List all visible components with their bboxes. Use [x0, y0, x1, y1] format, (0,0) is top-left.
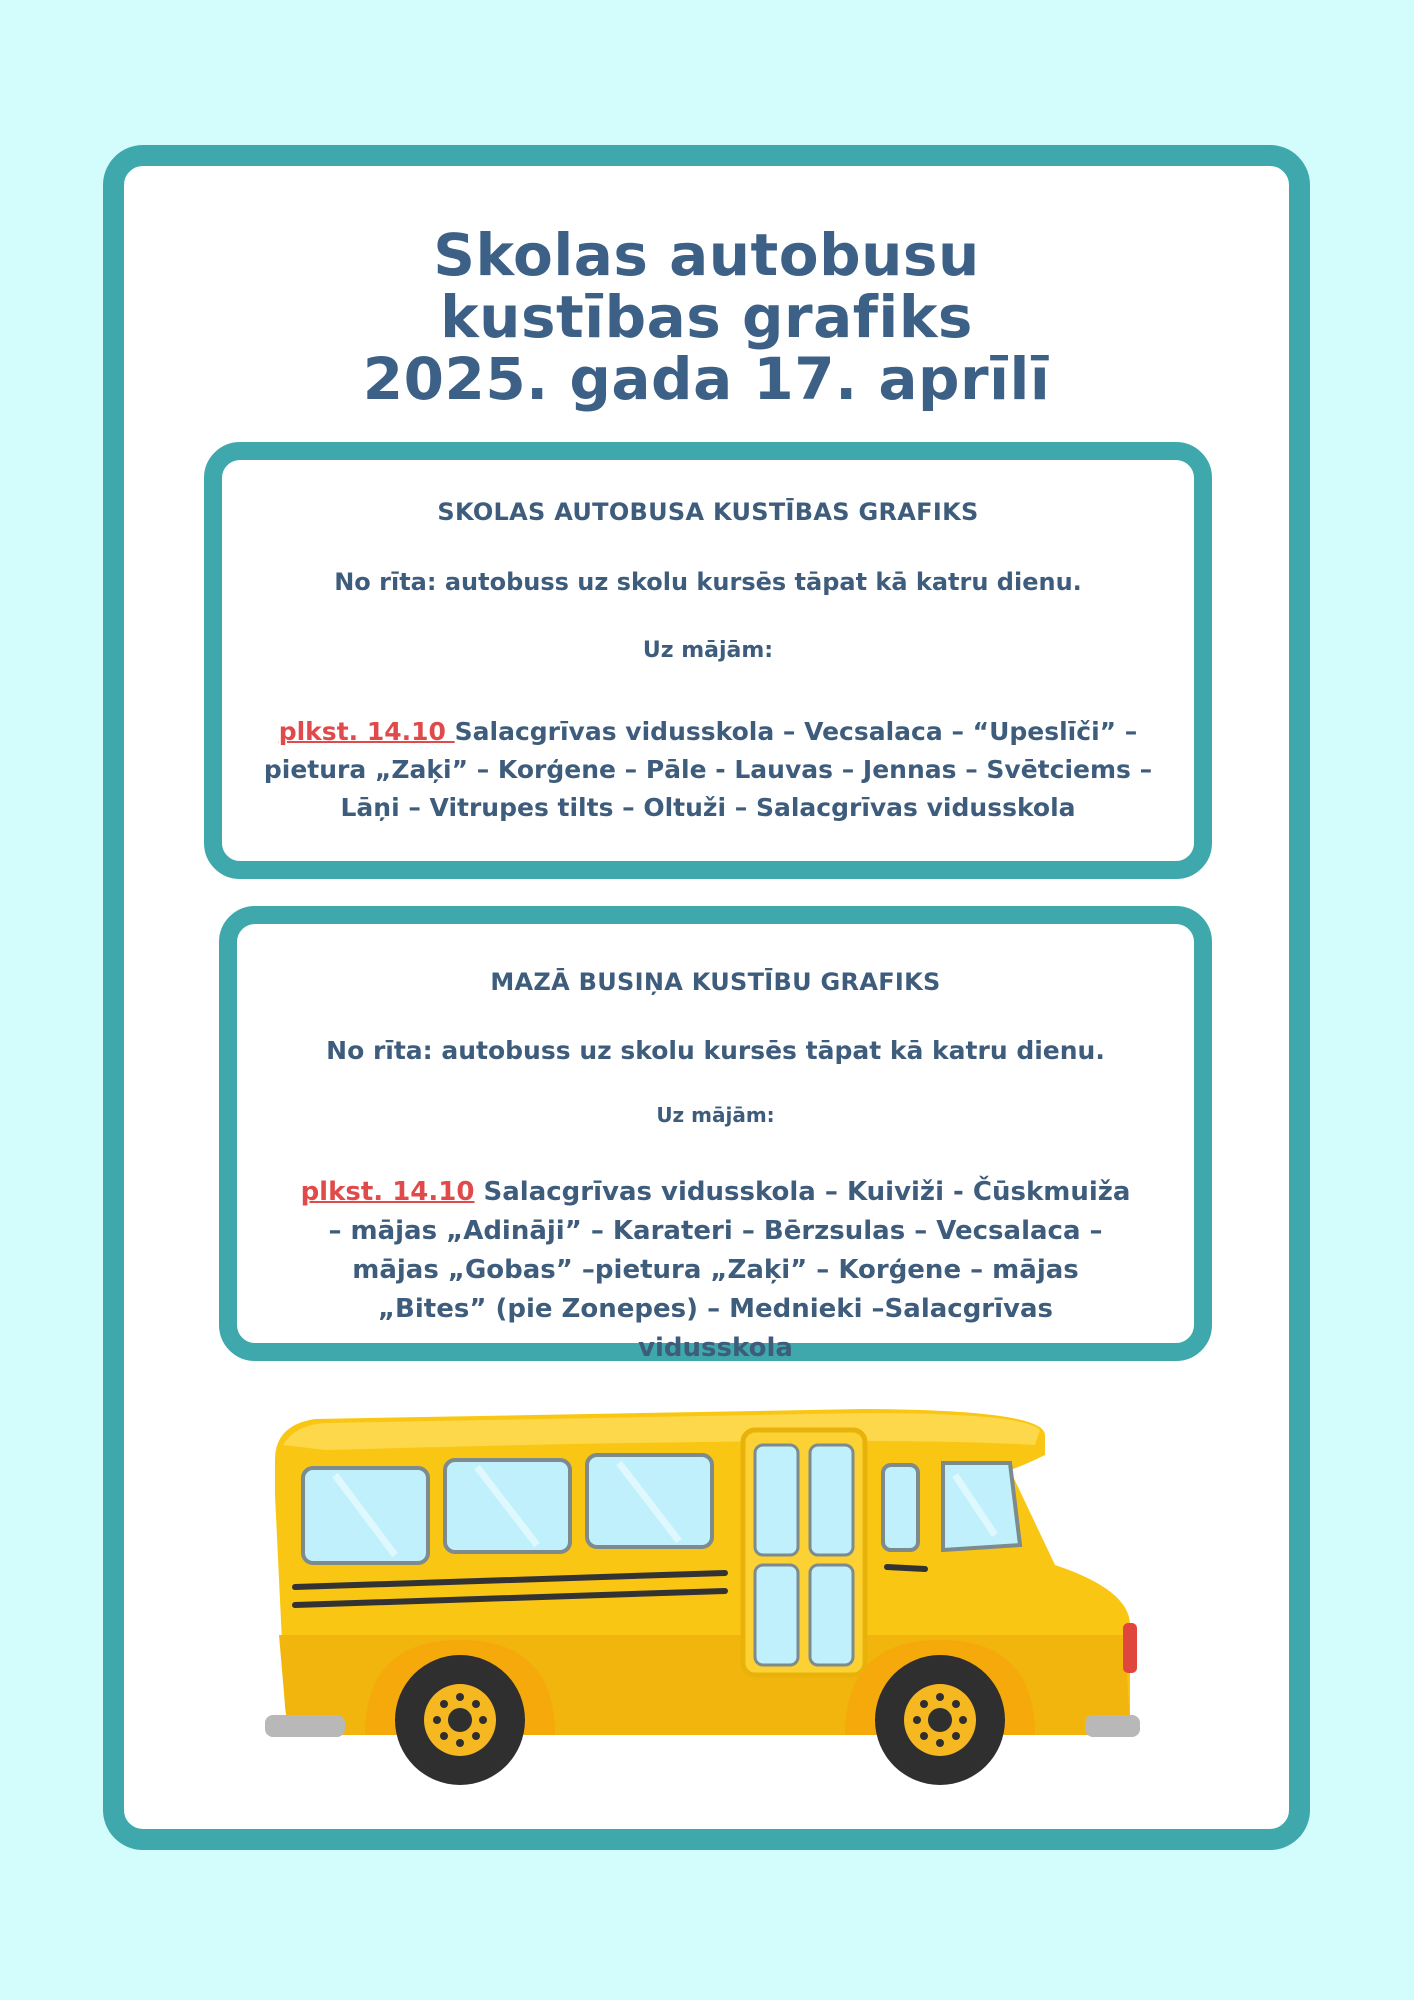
title-line-2: kustības grafiks [440, 283, 973, 351]
school-bus-time: plkst. 14.10 [278, 717, 455, 746]
minibus-route [237, 1173, 1194, 1368]
school-bus-morning: No rīta: autobuss uz skolu kursēs tāpat kā katru dienu. [334, 568, 1082, 596]
school-bus-heading: SKOLAS AUTOBUSA KUSTĪBAS GRAFIKS [437, 498, 979, 526]
school-bus-card [204, 442, 1212, 879]
title-line-1: Skolas autobusu [433, 221, 980, 289]
minibus-home-label: Uz mājām: [656, 1103, 775, 1127]
title-line-3: 2025. gada 17. aprīlī [362, 345, 1051, 413]
school-bus-route [222, 713, 1194, 827]
minibus-heading: MAZĀ BUSIŅA KUSTĪBU GRAFIKS [490, 968, 941, 996]
minibus-morning: No rīta: autobuss uz skolu kursēs tāpat kā katru dienu. [326, 1036, 1105, 1065]
minibus-card [219, 906, 1212, 1361]
school-bus-route-text: Salacgrīvas vidusskola – Vecsalaca – “Upeslīči” – pietura „Zaķi” – Korģene – Pāle - Lauvas – Jennas – Svētciems – Lāņi – Vitrupes tilts – Oltuži – Salacgrīvas vidusskola [263, 717, 1153, 822]
page-title [124, 221, 1289, 413]
minibus-route-text: Salacgrīvas vidusskola – Kuiviži - Čūskmuiža – mājas „Adināji” – Karateri – Bērzsulas – Vecsalaca – mājas „Gobas” –pietura „Zaķi” – Korģene – mājas „Bites” (pie Zonepes) – Mednieki –Salacgrīvas vidusskola [328, 1177, 1131, 1363]
minibus-time: plkst. 14.10 [300, 1177, 475, 1207]
school-bus-icon [265, 1405, 1150, 1785]
school-bus-home-label: Uz mājām: [642, 638, 774, 663]
